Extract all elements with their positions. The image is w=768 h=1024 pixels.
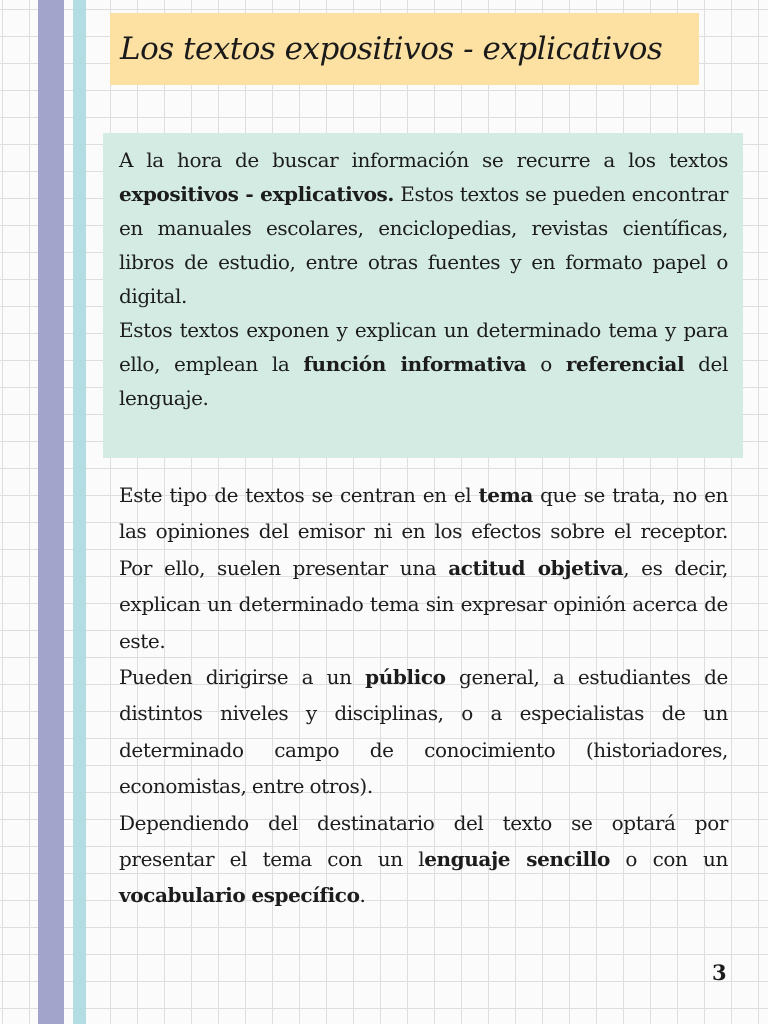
body-paragraph-2: Pueden dirigirse a un público general, a estudiantes de distintos niveles y disciplinas, o a especialistas de un determinado campo de conocimiento (historiadores, economistas, entre otros). bbox=[119, 665, 728, 799]
intro-paragraph-1: A la hora de buscar información se recurre a los textos expositivos - explicativos. Estos textos se pueden encontrar en manuales escolares, enciclopedias, revistas científicas, libros de estudio, entre otras fuentes y en formato papel o digital. bbox=[119, 148, 728, 308]
body-paragraph-3: Dependiendo del destinatario del texto se optará por presentar el tema con un lenguaje sencillo o con un vocabulario específico. bbox=[119, 810, 728, 908]
bold-term-funcion-informativa: función informativa bbox=[303, 352, 527, 376]
bold-term-vocabulario-especifico: vocabulario específico bbox=[119, 883, 360, 908]
bold-term-lenguaje-sencillo: enguaje sencillo bbox=[424, 847, 610, 872]
bold-term-publico: público bbox=[365, 665, 446, 690]
intro-paragraph-2: Estos textos exponen y explican un determinado tema y para ello, emplean la función informativa o referencial del lenguaje. bbox=[119, 318, 728, 410]
decorative-stripe-purple bbox=[38, 0, 64, 1024]
bold-term-expositivos: expositivos - explicativos. bbox=[119, 182, 394, 206]
bold-term-referencial: referencial bbox=[565, 352, 685, 376]
page-number: 3 bbox=[712, 960, 727, 985]
body-text bbox=[119, 477, 728, 914]
body-paragraph-1: Este tipo de textos se centran en el tema que se trata, no en las opiniones del emisor ni en los efectos sobre el receptor. Por ello, suelen presentar una actitud objetiva, es decir, explican un determinado tema sin expresar opinión acerca de este. bbox=[119, 483, 728, 653]
title-highlight bbox=[110, 13, 699, 85]
bold-term-actitud-objetiva: actitud objetiva bbox=[448, 555, 624, 580]
intro-text bbox=[119, 143, 728, 415]
page-title: Los textos expositivos - explicativos bbox=[120, 31, 663, 67]
decorative-stripe-blue bbox=[73, 0, 86, 1024]
bold-term-tema: tema bbox=[478, 483, 533, 507]
